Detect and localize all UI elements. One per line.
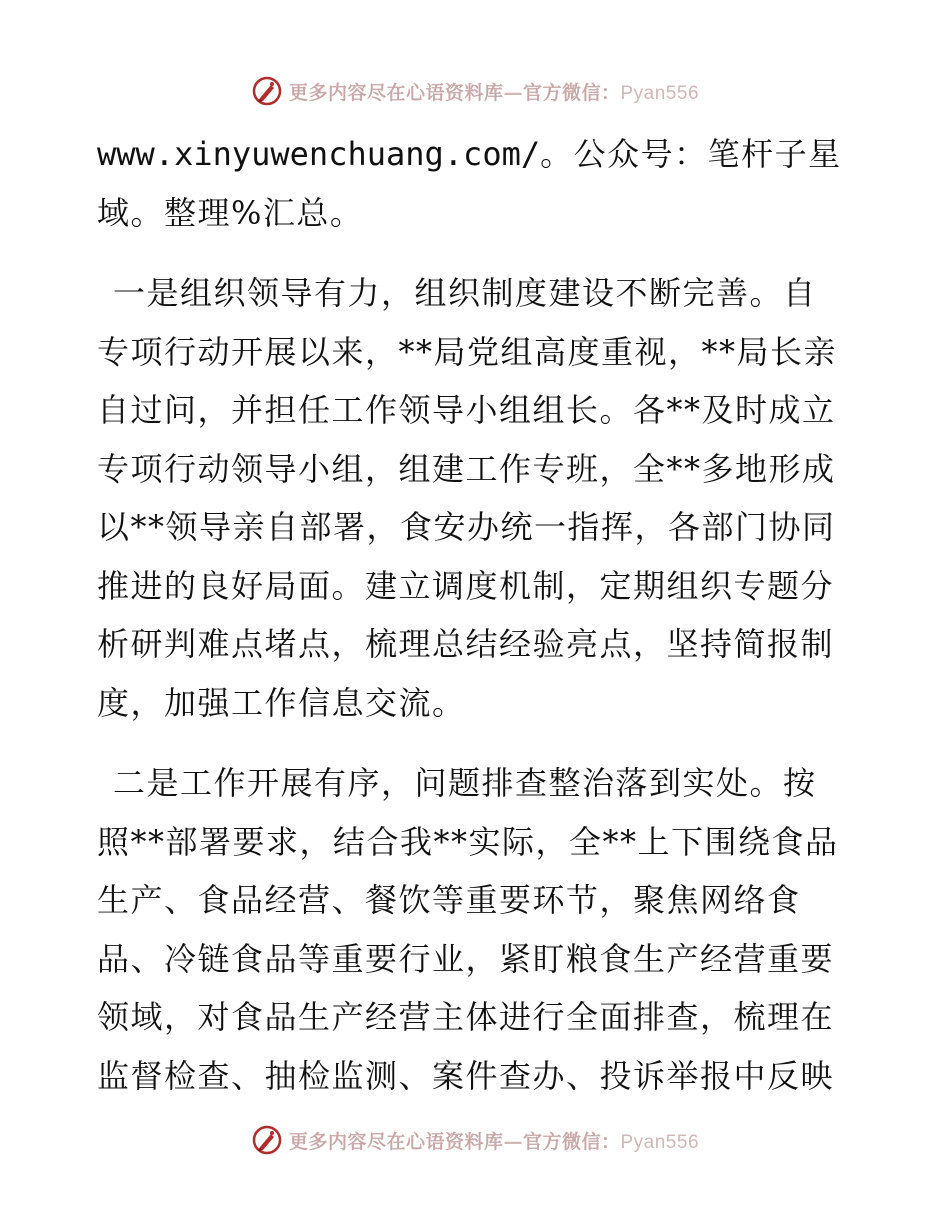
paragraph-1-line: 推进的良好局面。建立调度机制，定期组织专题分 xyxy=(97,566,835,605)
paragraph-2-line: 二是工作开展有序，问题排查整治落到实处。按 xyxy=(113,764,817,802)
header-dash: — xyxy=(503,81,523,104)
paragraph-gap xyxy=(97,732,857,754)
pen-logo-icon xyxy=(251,1124,283,1156)
paragraph-1-line: 自过问，并担任工作领导小组组长。各**及时成立 xyxy=(97,391,836,429)
paragraph-1-line: 一是组织领导有力，组织制度建设不断完善。自 xyxy=(113,274,817,312)
pen-logo-icon xyxy=(251,75,283,107)
intro-line-2: 域。整理%汇总。 xyxy=(97,193,364,232)
header-wechat-id: Pyan556 xyxy=(620,82,700,104)
intro-url: www.xinyuwenchuang.com/ xyxy=(97,135,541,173)
paragraph-2-line: 监督检查、抽检监测、案件查办、投诉举报中反映 xyxy=(97,1056,835,1095)
paragraph-2-line: 照**部署要求，结合我**实际，全**上下围绕食品 xyxy=(97,822,839,861)
footer-banner-text xyxy=(289,1127,699,1154)
footer-site-text: 更多内容尽在心语资料库 xyxy=(288,1130,504,1153)
paragraph-1-line: 析研判难点堵点，梳理总结经验亮点，坚持简报制 xyxy=(97,625,835,663)
footer-wechat-label: 官方微信： xyxy=(522,1130,621,1153)
paragraph-2-line: 生产、食品经营、餐饮等重要环节，聚焦网络食 xyxy=(97,881,801,919)
header-wechat-label: 官方微信： xyxy=(522,81,621,104)
intro-line-1 xyxy=(97,125,857,184)
footer-dash: — xyxy=(503,1130,523,1153)
paragraph-1-line: 专项行动开展以来，**局党组高度重视，**局长亲 xyxy=(97,332,838,371)
paragraph-1-line: 专项行动领导小组，组建工作专班，全**多地形成 xyxy=(97,449,836,488)
intro-line-1-rest: 。公众号：笔杆子星 xyxy=(540,135,842,173)
paragraph-2-line: 领域，对食品生产经营主体进行全面排查，梳理在 xyxy=(97,998,835,1036)
header-banner xyxy=(0,71,950,111)
paragraph-1 xyxy=(97,264,857,732)
document-body xyxy=(97,125,857,1105)
paragraph-2 xyxy=(97,754,857,1105)
paragraph-1-line: 以**领导亲自部署，食安办统一指挥，各部门协同 xyxy=(97,508,836,546)
paragraph-gap xyxy=(97,242,857,264)
header-banner-text xyxy=(289,78,699,105)
footer-banner xyxy=(0,1120,950,1160)
paragraph-1-line: 度，加强工作信息交流。 xyxy=(97,683,466,722)
paragraph-2-line: 品、冷链食品等重要行业，紧盯粮食生产经营重要 xyxy=(97,939,835,978)
footer-wechat-id: Pyan556 xyxy=(620,1131,700,1153)
header-site-text: 更多内容尽在心语资料库 xyxy=(288,81,504,104)
